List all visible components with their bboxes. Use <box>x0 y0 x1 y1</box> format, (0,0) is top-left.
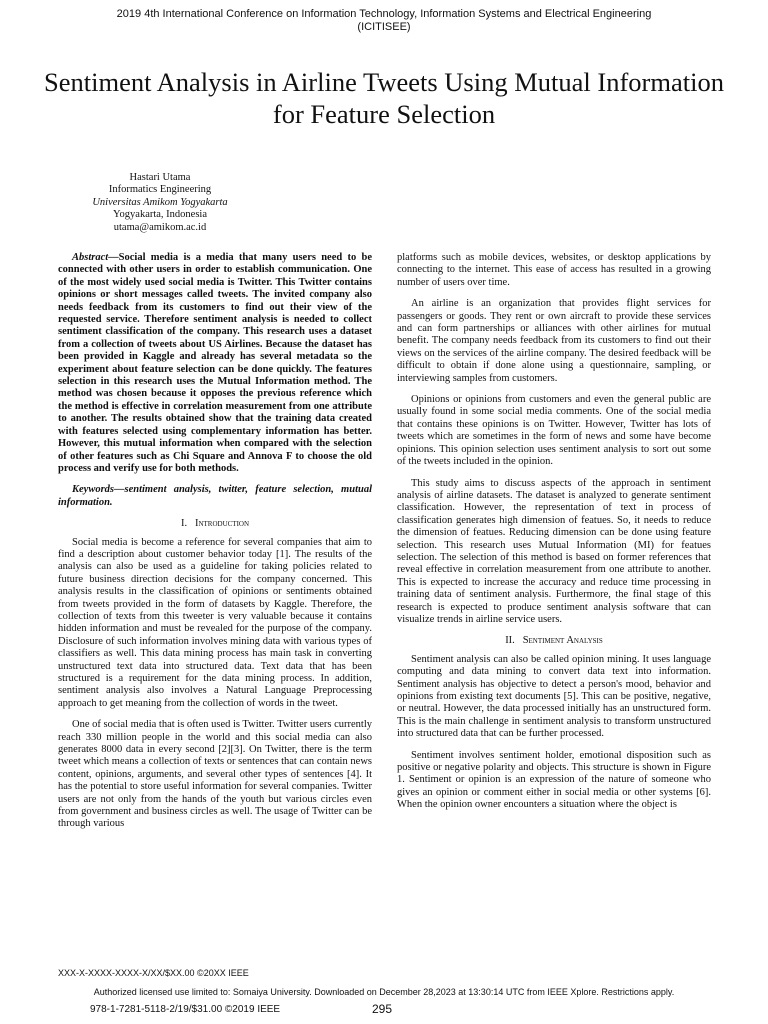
left-column <box>58 252 372 840</box>
section-number: II. <box>505 635 515 647</box>
keywords: Keywords—sentiment analysis, twitter, feature selection, mutual information. <box>58 484 372 508</box>
conference-name: 2019 4th International Conference on Information Technology, Information Systems and Electrical Engineering <box>116 8 652 20</box>
paragraph: One of social media that is often used is Twitter. Twitter users currently reach 330 million people in the world and this social media can also generates 8000 data in every second [2][3]. On Twitter, there is the term tweet which means a collection of texts or sentences that can contain news content, opinions, arguments, and several other types of sentences [4]. It has the potential to store useful information for several companies. Twitter users are not only from the hands of the youth but various circles even from government and business circles as well. The usage of Twitter can be through various <box>58 719 372 830</box>
author-block <box>60 172 260 234</box>
author-email: utama@amikom.ac.id <box>113 221 207 233</box>
section-title: Introduction <box>194 518 250 530</box>
section-heading-introduction <box>58 518 372 530</box>
page-number: 295 <box>372 1002 393 1016</box>
abstract-lead: Abstract <box>72 252 109 263</box>
license-notice: Authorized licensed use limited to: Somaiya University. Downloaded on December 28,2023 at 13:30:14 UTC from IEEE Xplore. Restrictions apply. <box>93 987 675 997</box>
copyright-placeholder: XXX-X-XXXX-XXXX-X/XX/$XX.00 ©20XX IEEE <box>58 968 249 978</box>
author-location: Yogyakarta, Indonesia <box>113 209 207 221</box>
author-name: Hastari Utama <box>129 172 191 183</box>
paragraph: Opinions or opinions from customers and even the general public are usually found in some social media comments. One of the social media that contains these opinions is on Twitter. However, Twitter has lots of tweets which are sometimes in the form of news and some have become opinions. This opinion selection uses sentiment analysis to sort out some of the tweets included in the opinion. <box>397 394 711 468</box>
abstract-text: —Social media is a media that many users need to be connected with other users in order to establish communication. One of the most widely used social media is Twitter. This Twitter contains opinions or short messages called tweets. The invited company also needs feedback from its customers to find out their view of the requested service. Therefore sentiment analysis is needed to collect sentiment classification of the company. This research uses a dataset from a collection of tweets about US Airlines. Because the dataset has been provided in Kaggle and already has several metadata so the experiment about feature selection can be done quickly. The features selection in this research uses the Mutual Information method. The method was chosen because it opposes the previous reference which the method is effective in correlation measurement from one attribute to another. The results obtained show that the training data created with features selected using complementary information has better. However, this mutual information when compared with the selection of other features such as Chi Square and Annova F to choose the old process and verify use for both methods. <box>58 252 372 474</box>
right-column <box>397 252 711 821</box>
paragraph: This study aims to discuss aspects of the approach in sentiment analysis of airline datasets. The dataset is analyzed to generate sentiment classification. However, the representation of text in process of classification generates high dimension of featues. So, it needs to reduce the dimension of featues. Reducing dimension can be done using feature selection. This research uses Mutual Information (MI) for featues selection. The selection of this method is based on former references that reveal effective in correlation measurement from one attribute to another. This is expected to increase the accuracy and reduce time processing in training data of sentiment analysis. Furthermore, the final stage of this research is expected to produce sentiment analysis software that can visualize trends in airline service users. <box>397 477 711 625</box>
conference-header <box>0 8 768 34</box>
paragraph: Sentiment involves sentiment holder, emotional disposition such as positive or negative polarity and objects. This structure is shown in Figure 1. Sentiment or opinion is an expression of the nature of someone who gives an opinion or comment either in social media or other systems [6]. When the opinion owner encounters a situation where the object is <box>397 749 711 811</box>
paragraph: platforms such as mobile devices, websites, or desktop applications by connecting to the internet. This ease of access has resulted in a growing number of users over time. <box>397 252 711 288</box>
section-title: Sentiment Analysis <box>522 635 603 647</box>
isbn-line: 978-1-7281-5118-2/19/$31.00 ©2019 IEEE <box>90 1004 281 1015</box>
abstract <box>58 252 372 475</box>
author-institution: Universitas Amikom Yogyakarta <box>92 196 228 208</box>
paragraph: An airline is an organization that provides flight services for passengers or goods. They rent or own aircraft to provide these services and can form partnerships or alliances with other airlines for mutual benefit. The company needs feedback from its customers to find out their views on the services of the airline company. The desired feedback will be difficult to obtain if done alone using a questionnaire, sampling, or interviewing samples from customers. <box>397 298 711 384</box>
author-department: Informatics Engineering <box>108 184 212 196</box>
section-number: I. <box>180 518 188 530</box>
conference-acronym: (ICITISEE) <box>357 21 411 33</box>
paragraph: Sentiment analysis can also be called opinion mining. It uses language computing and data mining to convert data text into information. Sentiment analysis has objective to detect a person's mood, behavior and opinions from existing text documents [5]. This can be positive, negative, or neutral. However, the data processed initially has an unstructured form. This is the main challenge in sentiment analysis to transform unstructured into structured data that can be further processed. <box>397 653 711 740</box>
paragraph: Social media is become a reference for several companies that aim to find a description about customer behavior today [1]. The results of the analysis can also be used as a guideline for taking policies related to future business direction decisions for the company concerned. This analysis results in the classification of opinions or sentiments obtained from tweets provided in the form of datasets by Kaggle. Therefore, the collection of texts from this tweeter is very valuable because it contains hidden information and must be revealed for the purpose of the company. Disclosure of such information involves mining data with various types of classifiers as well. This data mining process has main task in converting unstructured text data into structured data. Text data that has been structured is a requirement for the data mining process. In addition, sentiment analysis also involves a Natural Language Preprocessing approach to get meaning from the collection of words in the tweet. <box>58 536 372 709</box>
paper-title: Sentiment Analysis in Airline Tweets Using Mutual Information for Feature Selection <box>44 67 724 129</box>
section-heading-sentiment-analysis <box>397 635 711 647</box>
